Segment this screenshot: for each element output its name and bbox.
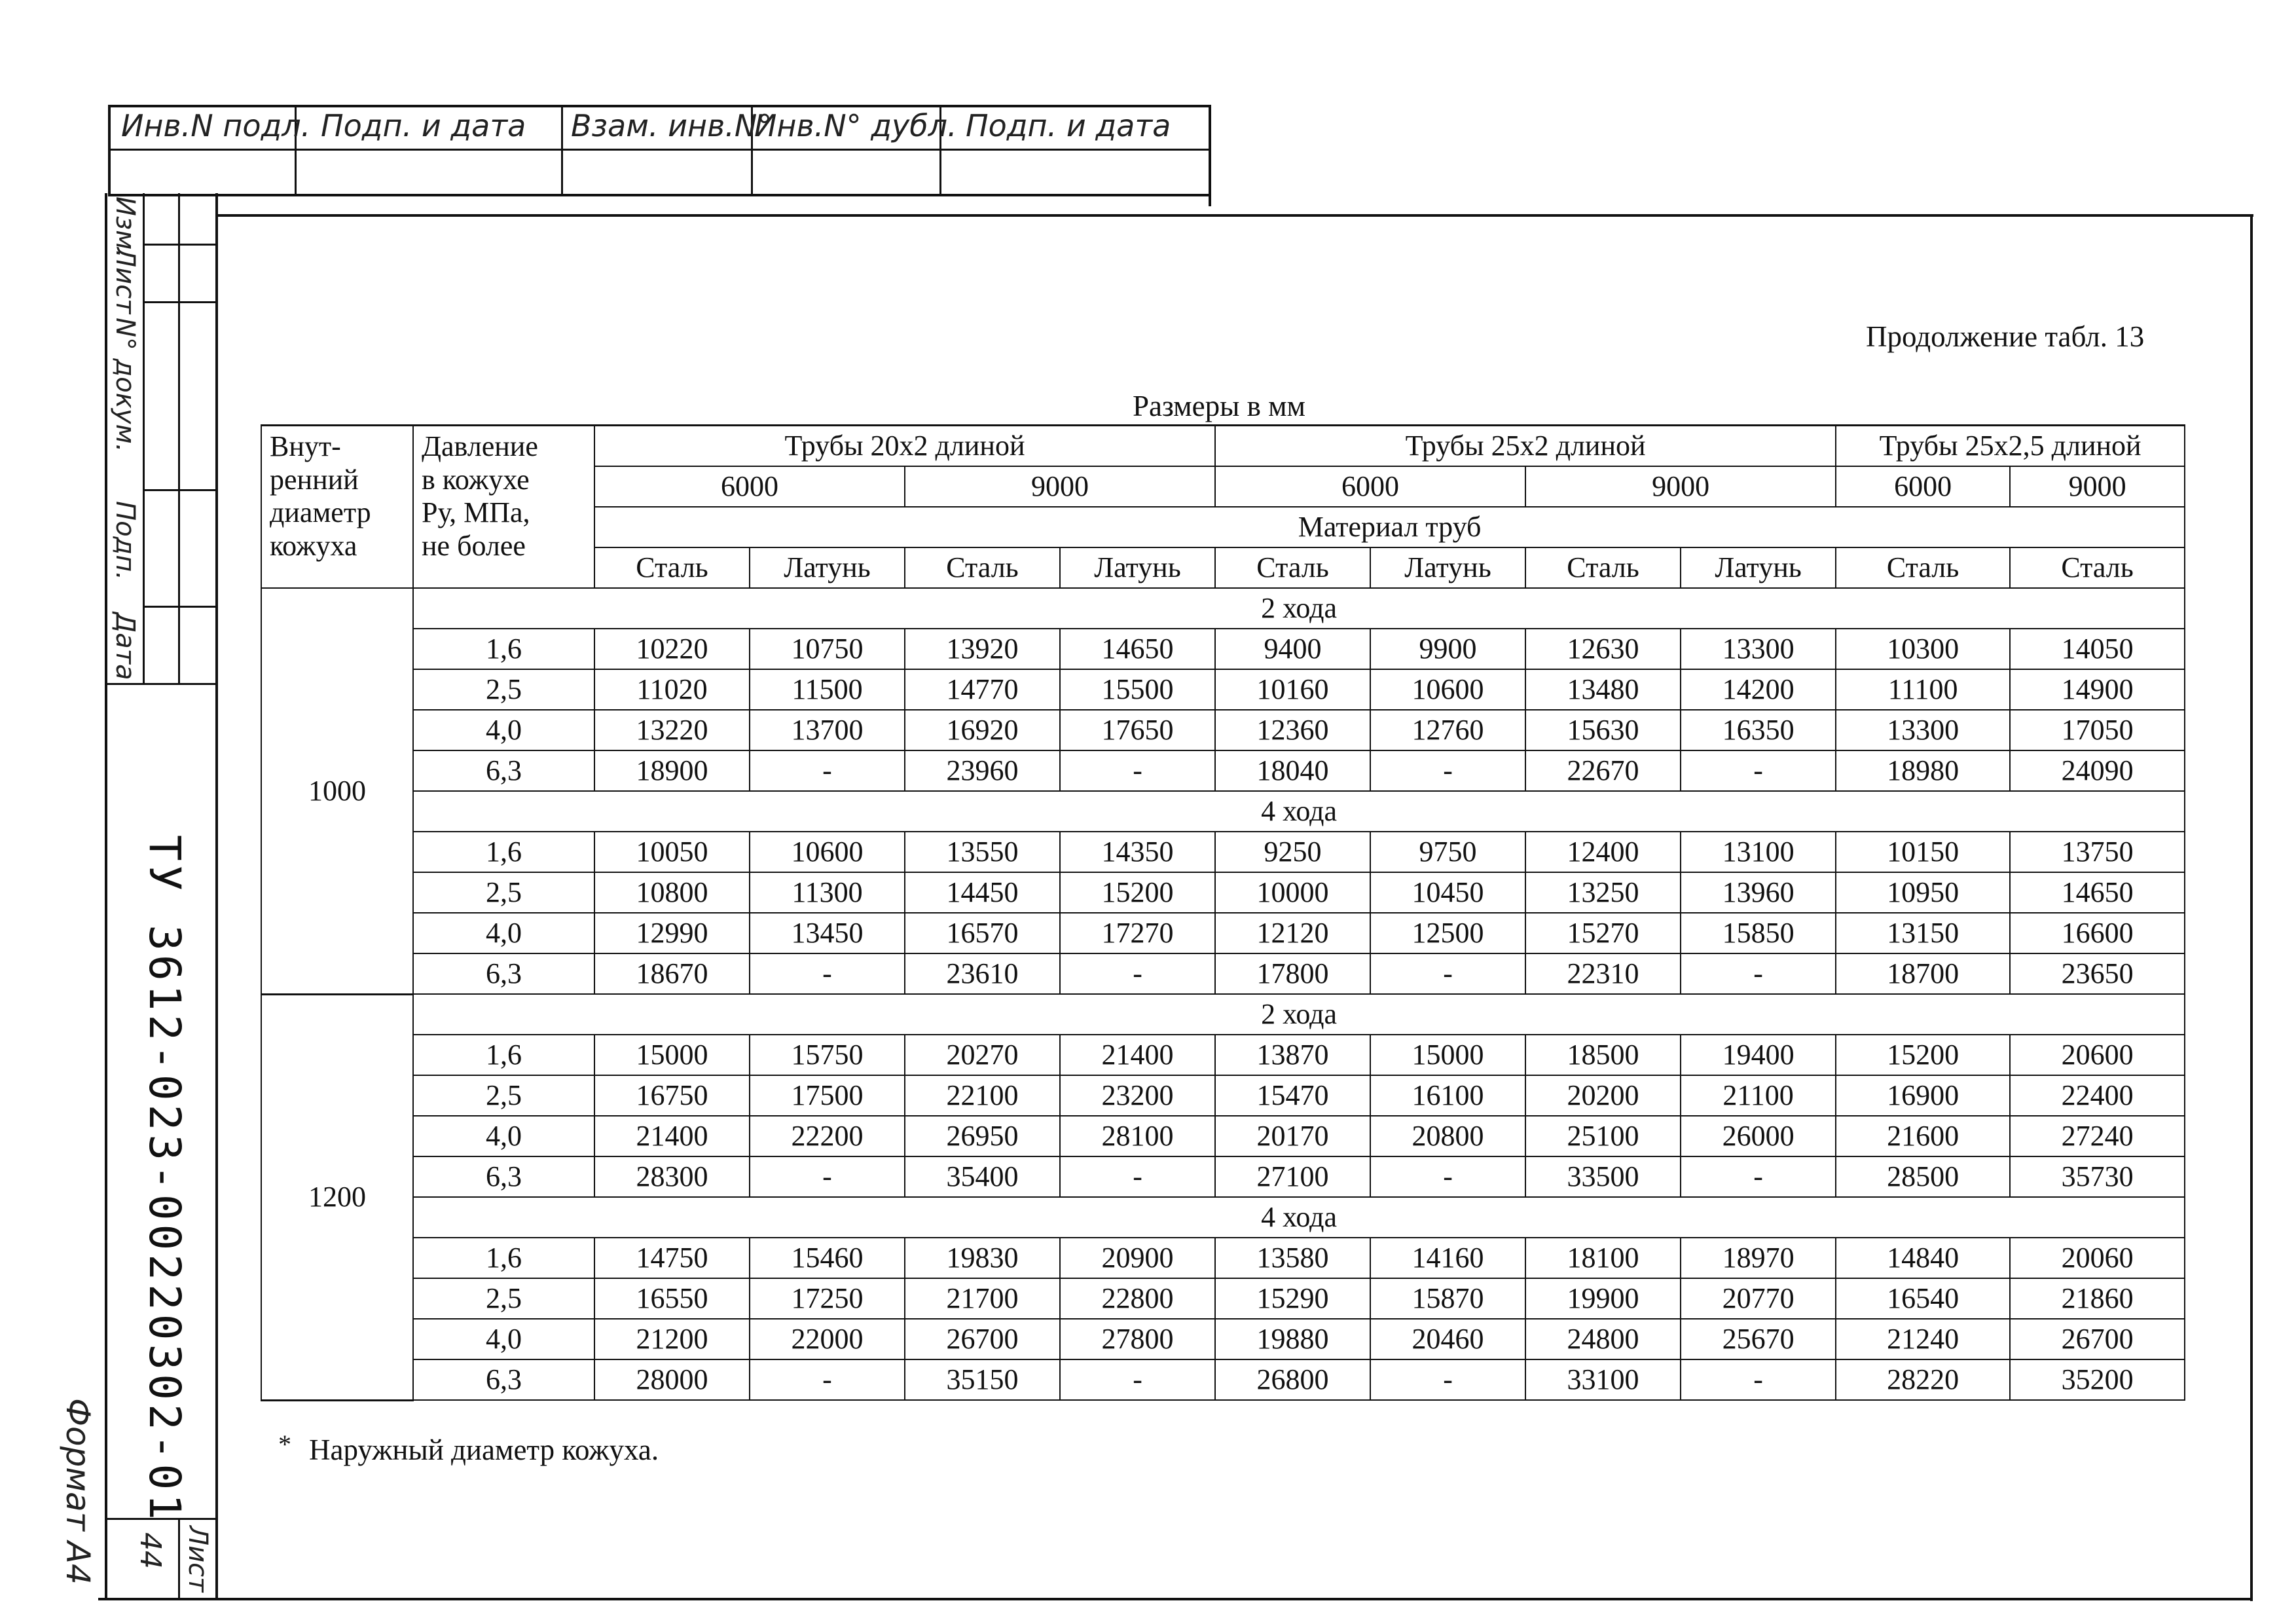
side-label-izm: Изм.: [110, 196, 140, 259]
value-cell: 15000: [1370, 1035, 1525, 1075]
value-cell: 17650: [1060, 710, 1215, 750]
value-cell: 33100: [1525, 1359, 1681, 1400]
value-cell: 17270: [1060, 913, 1215, 953]
value-cell: 35400: [905, 1156, 1060, 1197]
value-cell: 35200: [2010, 1359, 2185, 1400]
value-cell: 10050: [594, 832, 750, 872]
table-row: [261, 1319, 2185, 1359]
section-label: 4 хода: [413, 1197, 2185, 1238]
value-cell: 10000: [1215, 872, 1370, 913]
value-cell: 20900: [1060, 1238, 1215, 1278]
value-cell: -: [1681, 1359, 1836, 1400]
value-cell: 15000: [594, 1035, 750, 1075]
value-cell: 28100: [1060, 1116, 1215, 1156]
value-cell: -: [750, 1359, 905, 1400]
value-cell: 27800: [1060, 1319, 1215, 1359]
header-length: 9000: [2010, 466, 2185, 507]
value-cell: -: [750, 750, 905, 791]
value-cell: 26000: [1681, 1116, 1836, 1156]
table-row: [261, 1278, 2185, 1319]
value-cell: 11300: [750, 872, 905, 913]
header-diameter-line-1: Внут-: [270, 430, 341, 462]
value-cell: 22670: [1525, 750, 1681, 791]
sheet-label: Лист: [183, 1526, 213, 1593]
value-cell: 19400: [1681, 1035, 1836, 1075]
table-row: [261, 872, 2185, 913]
value-cell: -: [1370, 953, 1525, 994]
value-cell: 13750: [2010, 832, 2185, 872]
value-cell: 23200: [1060, 1075, 1215, 1116]
value-cell: 25670: [1681, 1319, 1836, 1359]
table-row: [261, 1116, 2185, 1156]
value-cell: 27100: [1215, 1156, 1370, 1197]
section-row: [261, 791, 2185, 832]
value-cell: 17050: [2010, 710, 2185, 750]
side-label-sign: Подп.: [110, 501, 140, 581]
side-label-date: Дата: [110, 612, 140, 680]
value-cell: 12400: [1525, 832, 1681, 872]
value-cell: 15460: [750, 1238, 905, 1278]
table-row: [261, 1238, 2185, 1278]
value-cell: 13100: [1681, 832, 1836, 872]
value-cell: 23610: [905, 953, 1060, 994]
table-row: [261, 913, 2185, 953]
value-cell: 19880: [1215, 1319, 1370, 1359]
header-length: 9000: [905, 466, 1215, 507]
value-cell: 15270: [1525, 913, 1681, 953]
value-cell: 16900: [1836, 1075, 2010, 1116]
value-cell: 14160: [1370, 1238, 1525, 1278]
format-label: Формат А4: [59, 1398, 97, 1585]
value-cell: 13150: [1836, 913, 2010, 953]
value-cell: 13920: [905, 629, 1060, 669]
value-cell: 15870: [1370, 1278, 1525, 1319]
table-row: [261, 629, 2185, 669]
pressure-cell: 1,6: [413, 832, 594, 872]
value-cell: -: [750, 1156, 905, 1197]
value-cell: 9400: [1215, 629, 1370, 669]
header-length: 6000: [1836, 466, 2010, 507]
header-group-20x2: Трубы 20х2 длиной: [594, 426, 1215, 467]
value-cell: 26950: [905, 1116, 1060, 1156]
value-cell: -: [1681, 750, 1836, 791]
pressure-cell: 4,0: [413, 913, 594, 953]
value-cell: 22200: [750, 1116, 905, 1156]
value-cell: 18670: [594, 953, 750, 994]
value-cell: 16100: [1370, 1075, 1525, 1116]
pressure-cell: 2,5: [413, 872, 594, 913]
tube-bundle-table: [261, 424, 2185, 1401]
value-cell: 15500: [1060, 669, 1215, 710]
value-cell: 24090: [2010, 750, 2185, 791]
table-row: [261, 710, 2185, 750]
value-cell: -: [1681, 1156, 1836, 1197]
value-cell: 14650: [1060, 629, 1215, 669]
value-cell: 28500: [1836, 1156, 2010, 1197]
value-cell: 18980: [1836, 750, 2010, 791]
header-diameter-line-2: ренний: [270, 463, 359, 496]
value-cell: 13700: [750, 710, 905, 750]
value-cell: 21700: [905, 1278, 1060, 1319]
value-cell: 10950: [1836, 872, 2010, 913]
section-label: 4 хода: [413, 791, 2185, 832]
value-cell: 18900: [594, 750, 750, 791]
value-cell: 13580: [1215, 1238, 1370, 1278]
value-cell: 21600: [1836, 1116, 2010, 1156]
value-cell: 27240: [2010, 1116, 2185, 1156]
value-cell: 13250: [1525, 872, 1681, 913]
value-cell: 14770: [905, 669, 1060, 710]
value-cell: 20770: [1681, 1278, 1836, 1319]
value-cell: 13480: [1525, 669, 1681, 710]
value-cell: 18700: [1836, 953, 2010, 994]
header-material-type: Латунь: [1681, 547, 1836, 588]
header-length: 6000: [594, 466, 905, 507]
value-cell: 16600: [2010, 913, 2185, 953]
stamp-header-sign-date-2: Подп. и дата: [966, 108, 1171, 143]
value-cell: 18970: [1681, 1238, 1836, 1278]
header-material-type: Сталь: [594, 547, 750, 588]
diameter-cell: 1200: [261, 994, 413, 1400]
value-cell: 12360: [1215, 710, 1370, 750]
value-cell: -: [1370, 1156, 1525, 1197]
table-row: [261, 669, 2185, 710]
value-cell: 10600: [1370, 669, 1525, 710]
header-material-type: Сталь: [1215, 547, 1370, 588]
pressure-cell: 4,0: [413, 1116, 594, 1156]
section-label: 2 хода: [413, 588, 2185, 629]
value-cell: 9750: [1370, 832, 1525, 872]
value-cell: 12120: [1215, 913, 1370, 953]
value-cell: 12500: [1370, 913, 1525, 953]
value-cell: 17250: [750, 1278, 905, 1319]
table-row: [261, 750, 2185, 791]
value-cell: 14350: [1060, 832, 1215, 872]
value-cell: 20800: [1370, 1116, 1525, 1156]
value-cell: 9900: [1370, 629, 1525, 669]
value-cell: 14650: [2010, 872, 2185, 913]
header-diameter-line-4: кожуха: [270, 529, 357, 562]
pressure-cell: 2,5: [413, 1075, 594, 1116]
value-cell: 19900: [1525, 1278, 1681, 1319]
value-cell: 15630: [1525, 710, 1681, 750]
header-length: 6000: [1215, 466, 1525, 507]
value-cell: 22000: [750, 1319, 905, 1359]
header-material-type: Сталь: [2010, 547, 2185, 588]
value-cell: 35150: [905, 1359, 1060, 1400]
value-cell: 10750: [750, 629, 905, 669]
value-cell: 13870: [1215, 1035, 1370, 1075]
pressure-cell: 1,6: [413, 629, 594, 669]
value-cell: 16750: [594, 1075, 750, 1116]
value-cell: 18500: [1525, 1035, 1681, 1075]
value-cell: 11020: [594, 669, 750, 710]
stamp-header-replace-inv: Взам. инв.N°: [571, 108, 773, 143]
value-cell: 15470: [1215, 1075, 1370, 1116]
value-cell: 20460: [1370, 1319, 1525, 1359]
value-cell: 16540: [1836, 1278, 2010, 1319]
value-cell: 17800: [1215, 953, 1370, 994]
value-cell: 12760: [1370, 710, 1525, 750]
value-cell: 21240: [1836, 1319, 2010, 1359]
value-cell: -: [1681, 953, 1836, 994]
stamp-header-inv-dup: Инв.N° дубл.: [754, 108, 957, 143]
header-pressure: [413, 426, 594, 589]
value-cell: -: [1370, 1359, 1525, 1400]
value-cell: 15290: [1215, 1278, 1370, 1319]
header-pressure-line-2: в кожухе: [422, 463, 530, 496]
value-cell: 14200: [1681, 669, 1836, 710]
table-row: [261, 1035, 2185, 1075]
value-cell: 14840: [1836, 1238, 2010, 1278]
pressure-cell: 4,0: [413, 1319, 594, 1359]
stamp-header-sign-date: Подп. и дата: [321, 108, 526, 143]
header-material-type: Сталь: [1836, 547, 2010, 588]
value-cell: 14450: [905, 872, 1060, 913]
table-row: [261, 1359, 2185, 1400]
value-cell: 22310: [1525, 953, 1681, 994]
value-cell: 10300: [1836, 629, 2010, 669]
table-row: [261, 832, 2185, 872]
value-cell: 13220: [594, 710, 750, 750]
pressure-cell: 1,6: [413, 1035, 594, 1075]
value-cell: 23960: [905, 750, 1060, 791]
value-cell: 35730: [2010, 1156, 2185, 1197]
value-cell: 25100: [1525, 1116, 1681, 1156]
value-cell: 33500: [1525, 1156, 1681, 1197]
table-body: [261, 588, 2185, 1400]
value-cell: 28300: [594, 1156, 750, 1197]
value-cell: 21860: [2010, 1278, 2185, 1319]
section-row: [261, 994, 2185, 1035]
table-row: [261, 953, 2185, 994]
value-cell: -: [1060, 750, 1215, 791]
value-cell: 20600: [2010, 1035, 2185, 1075]
value-cell: 12630: [1525, 629, 1681, 669]
header-material-type: Сталь: [905, 547, 1060, 588]
value-cell: 20200: [1525, 1075, 1681, 1116]
value-cell: 14900: [2010, 669, 2185, 710]
value-cell: 22800: [1060, 1278, 1215, 1319]
section-row: [261, 588, 2185, 629]
value-cell: 17500: [750, 1075, 905, 1116]
header-material-type: Латунь: [1060, 547, 1215, 588]
section-label: 2 хода: [413, 994, 2185, 1035]
value-cell: -: [1060, 1359, 1215, 1400]
header-pressure-line-3: Ру, МПа,: [422, 496, 530, 529]
units-caption: Размеры в мм: [1133, 390, 1306, 422]
value-cell: 9250: [1215, 832, 1370, 872]
value-cell: 24800: [1525, 1319, 1681, 1359]
value-cell: 28220: [1836, 1359, 2010, 1400]
value-cell: 22400: [2010, 1075, 2185, 1116]
value-cell: 13300: [1681, 629, 1836, 669]
value-cell: 28000: [594, 1359, 750, 1400]
pressure-cell: 6,3: [413, 750, 594, 791]
value-cell: 13550: [905, 832, 1060, 872]
value-cell: 16550: [594, 1278, 750, 1319]
header-diameter-line-3: диаметр: [270, 496, 371, 529]
table-row: [261, 1156, 2185, 1197]
value-cell: 15750: [750, 1035, 905, 1075]
value-cell: 21400: [594, 1116, 750, 1156]
value-cell: 26700: [905, 1319, 1060, 1359]
value-cell: 11500: [750, 669, 905, 710]
value-cell: 14750: [594, 1238, 750, 1278]
table-continuation-caption: Продолжение табл. 13: [1866, 320, 2145, 353]
pressure-cell: 2,5: [413, 669, 594, 710]
footnote-mark: *: [278, 1430, 291, 1459]
table-row: [261, 1075, 2185, 1116]
value-cell: 18040: [1215, 750, 1370, 791]
value-cell: 13300: [1836, 710, 2010, 750]
value-cell: 13960: [1681, 872, 1836, 913]
value-cell: 10450: [1370, 872, 1525, 913]
value-cell: 21400: [1060, 1035, 1215, 1075]
value-cell: 14050: [2010, 629, 2185, 669]
value-cell: 15850: [1681, 913, 1836, 953]
value-cell: 18100: [1525, 1238, 1681, 1278]
value-cell: 20170: [1215, 1116, 1370, 1156]
side-label-doc-number: N° докум.: [110, 318, 140, 452]
value-cell: 15200: [1836, 1035, 2010, 1075]
header-material: Материал труб: [594, 507, 2185, 547]
header-group-25x2-5: Трубы 25х2,5 длиной: [1836, 426, 2185, 467]
value-cell: 10150: [1836, 832, 2010, 872]
value-cell: 12990: [594, 913, 750, 953]
value-cell: 21200: [594, 1319, 750, 1359]
diameter-cell: 1000: [261, 588, 413, 994]
value-cell: 16570: [905, 913, 1060, 953]
footnote-text: Наружный диаметр кожуха.: [309, 1433, 659, 1466]
value-cell: 19830: [905, 1238, 1060, 1278]
sheet-number: 44: [134, 1532, 167, 1569]
header-length: 9000: [1525, 466, 1836, 507]
side-label-list: Лист: [110, 248, 140, 314]
pressure-cell: 6,3: [413, 1359, 594, 1400]
value-cell: -: [1060, 1156, 1215, 1197]
value-cell: 10220: [594, 629, 750, 669]
header-material-type: Латунь: [750, 547, 905, 588]
value-cell: 22100: [905, 1075, 1060, 1116]
pressure-cell: 6,3: [413, 953, 594, 994]
header-material-type: Сталь: [1525, 547, 1681, 588]
section-row: [261, 1197, 2185, 1238]
value-cell: -: [750, 953, 905, 994]
value-cell: 20270: [905, 1035, 1060, 1075]
stamp-header-inv-orig: Инв.N подл.: [121, 108, 311, 143]
value-cell: 10160: [1215, 669, 1370, 710]
value-cell: 16920: [905, 710, 1060, 750]
pressure-cell: 1,6: [413, 1238, 594, 1278]
value-cell: 10800: [594, 872, 750, 913]
value-cell: -: [1370, 750, 1525, 791]
header-pressure-line-4: не более: [422, 529, 526, 562]
pressure-cell: 2,5: [413, 1278, 594, 1319]
value-cell: 13450: [750, 913, 905, 953]
value-cell: 23650: [2010, 953, 2185, 994]
value-cell: 26800: [1215, 1359, 1370, 1400]
value-cell: 15200: [1060, 872, 1215, 913]
header-group-25x2: Трубы 25х2 длиной: [1215, 426, 1836, 467]
value-cell: -: [1060, 953, 1215, 994]
value-cell: 16350: [1681, 710, 1836, 750]
value-cell: 10600: [750, 832, 905, 872]
value-cell: 21100: [1681, 1075, 1836, 1116]
value-cell: 11100: [1836, 669, 2010, 710]
document-code: ТУ 3612-023-00220302-01: [139, 835, 190, 1524]
pressure-cell: 4,0: [413, 710, 594, 750]
header-diameter: [261, 426, 413, 589]
value-cell: 26700: [2010, 1319, 2185, 1359]
header-pressure-line-1: Давление: [422, 430, 538, 462]
pressure-cell: 6,3: [413, 1156, 594, 1197]
header-material-type: Латунь: [1370, 547, 1525, 588]
value-cell: 20060: [2010, 1238, 2185, 1278]
header-row-groups: [261, 426, 2185, 467]
